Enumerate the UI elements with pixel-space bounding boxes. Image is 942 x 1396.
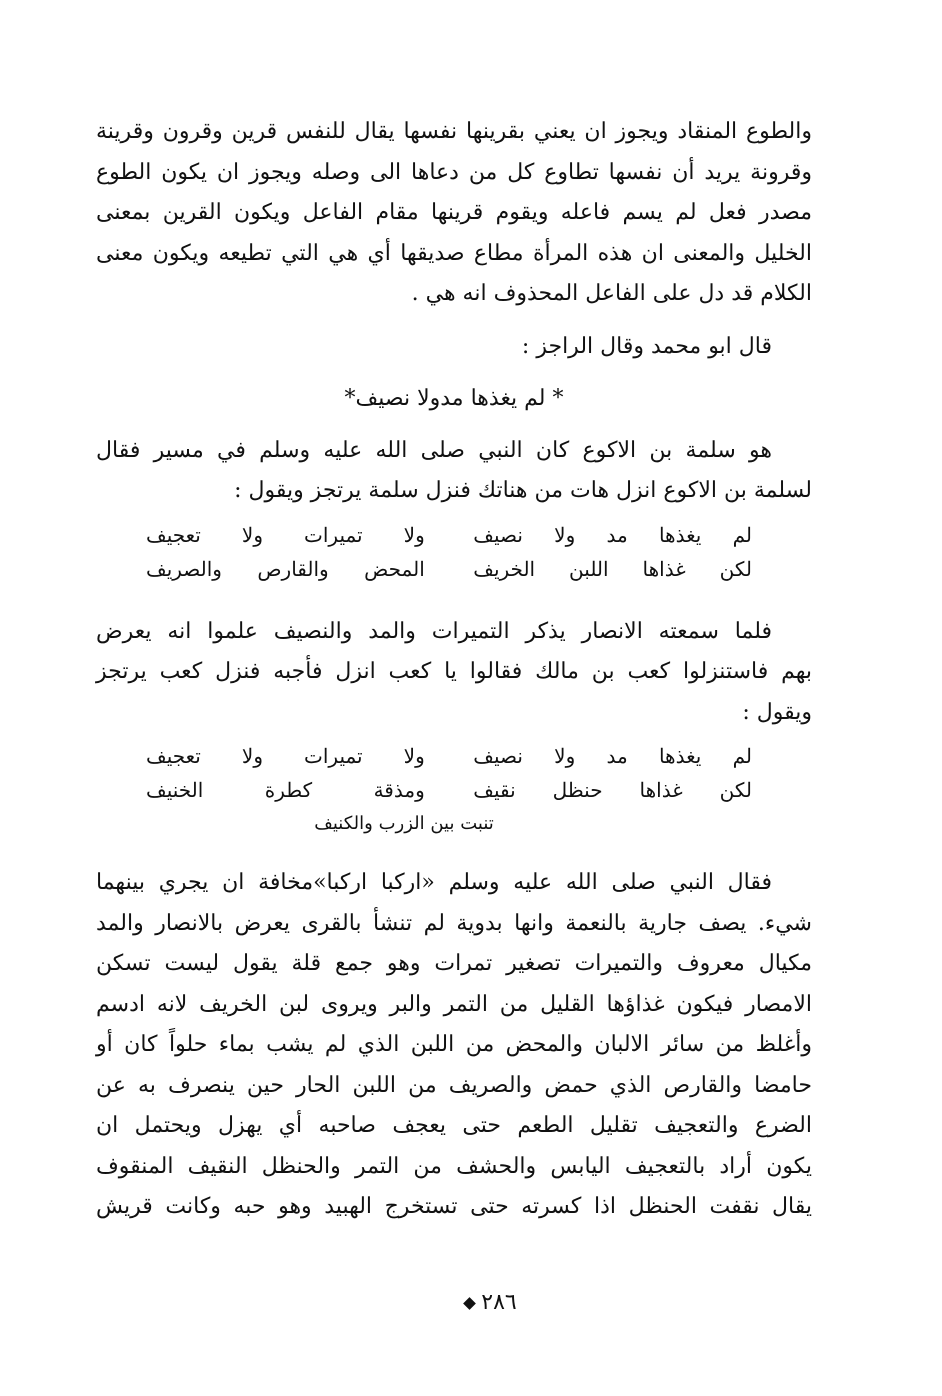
- verse-first-hemistich: لكن غذاها حنظل نقيف: [473, 778, 752, 802]
- verse-first-hemistich: لم يغذها مد ولا نصيف: [473, 744, 752, 768]
- text-line: الكلام قد دل على الفاعل المحذوف انه هي .: [411, 281, 812, 306]
- verse-second-hemistich: ولا تميرات ولا تعجيف: [146, 522, 425, 547]
- verse-first-hemistich: لم يغذها مد ولا نصيف: [473, 522, 752, 547]
- verse-row: [146, 552, 752, 586]
- verse-second-hemistich: ومذقة كطرة الخنيف: [146, 778, 425, 802]
- text-line: مصدر فعل لم يسم فاعله ويقوم قرينها مقام الفاعل ويكون القرين بمعنى: [96, 200, 812, 225]
- paragraph-1: [96, 112, 812, 315]
- text-line: الخليل والمعنى ان هذه المرأة مطاع صديقها أي هي التي تطيعه ويكون معنى: [96, 240, 812, 266]
- paragraph-3: [96, 612, 812, 734]
- text-line: الامصار فيكون غذاؤها القليل من التمر والبر ويروى لبن الخريف لانه ادسم: [96, 991, 812, 1017]
- page-number: ٢٨٦: [481, 1290, 517, 1315]
- quoted-hemistich: * لم يغذها مدولا نصيف*: [344, 385, 564, 411]
- poem-block-1: [96, 518, 812, 586]
- text-line: وأغلظ من سائر الالبان والمحض من اللبن الذي لم يشب بماء حلواً كان أو: [96, 1032, 812, 1057]
- text-line: شيء. يصف جارية بالنعمة وانها بدوية لم تنشأ بالقرى يعرض بالانصار والمد: [96, 910, 812, 936]
- text-line: فقال النبي صلى الله عليه وسلم «اركبا اركبا»مخافة ان يجري بينهما: [96, 870, 772, 895]
- verse-row: [146, 773, 752, 807]
- text-line: الضرع والتعجيف تقليل الطعم حتى يعجف صاحبه أي يهزل ويحتمل ان: [96, 1113, 812, 1138]
- diamond-ornament-icon: [463, 1297, 476, 1310]
- text-line: يكون أراد بالتعجيف اليابس والحشف من التمر والحنظل النقيف المنقوف: [96, 1153, 812, 1179]
- verse-first-hemistich: لكن غذاها اللبن الخريف: [473, 556, 752, 581]
- verse-row: [146, 518, 752, 552]
- text-line: هو سلمة بن الاكوع كان النبي صلى الله عليه وسلم في مسير فقال: [96, 437, 772, 463]
- text-line: وقرونة يريد أن نفسها تطاوع كل من دعاها الى وصله ويجوز ان يكون الطوع: [96, 159, 812, 185]
- text-line: يقال نقفت الحنظل اذا كسرته حتى تستخرج الهبيد وهو حبه وكانت قريش: [96, 1194, 812, 1219]
- page-body: [96, 112, 812, 1228]
- paragraph-2: [96, 431, 812, 512]
- text-line: ويقول :: [742, 699, 812, 725]
- quote-intro: قال ابو محمد وقال الراجز :: [521, 333, 772, 359]
- poem-block-2: [96, 739, 812, 841]
- paragraph-4: [96, 863, 812, 1228]
- verse-tail: تنبت بين الزرب والكنيف: [314, 813, 494, 834]
- verse-row: [146, 739, 752, 773]
- text-line: والطوع المنقاد ويجوز ان يعني بقرينها نفسها يقال للنفس قرين وقرون وقرينة: [96, 119, 812, 144]
- verse-second-hemistich: ولا تميرات ولا تعجيف: [146, 744, 425, 768]
- text-line: فلما سمعته الانصار يذكر التميرات والمد والنصيف علموا انه يعرض: [96, 618, 772, 644]
- text-line: حامضا والقارص الذي حمض والصريف من اللبن الحار حين ينصرف به عن: [96, 1072, 812, 1098]
- text-line: بهم فاستنزلوا كعب بن مالك فقالوا يا كعب انزل فأجبه فنزل كعب يرتجز: [96, 659, 812, 684]
- verse-second-hemistich: المحض والقارص والصريف: [146, 556, 425, 581]
- text-line: مكيال معروف والتميرات تصغير تمرات وهو جمع قلة يقول ليست تسكن: [96, 951, 812, 976]
- page-footer: [0, 1290, 942, 1315]
- text-line: لسلمة بن الاكوع انزل هات من هناتك فنزل سلمة يرتجز ويقول :: [234, 478, 812, 503]
